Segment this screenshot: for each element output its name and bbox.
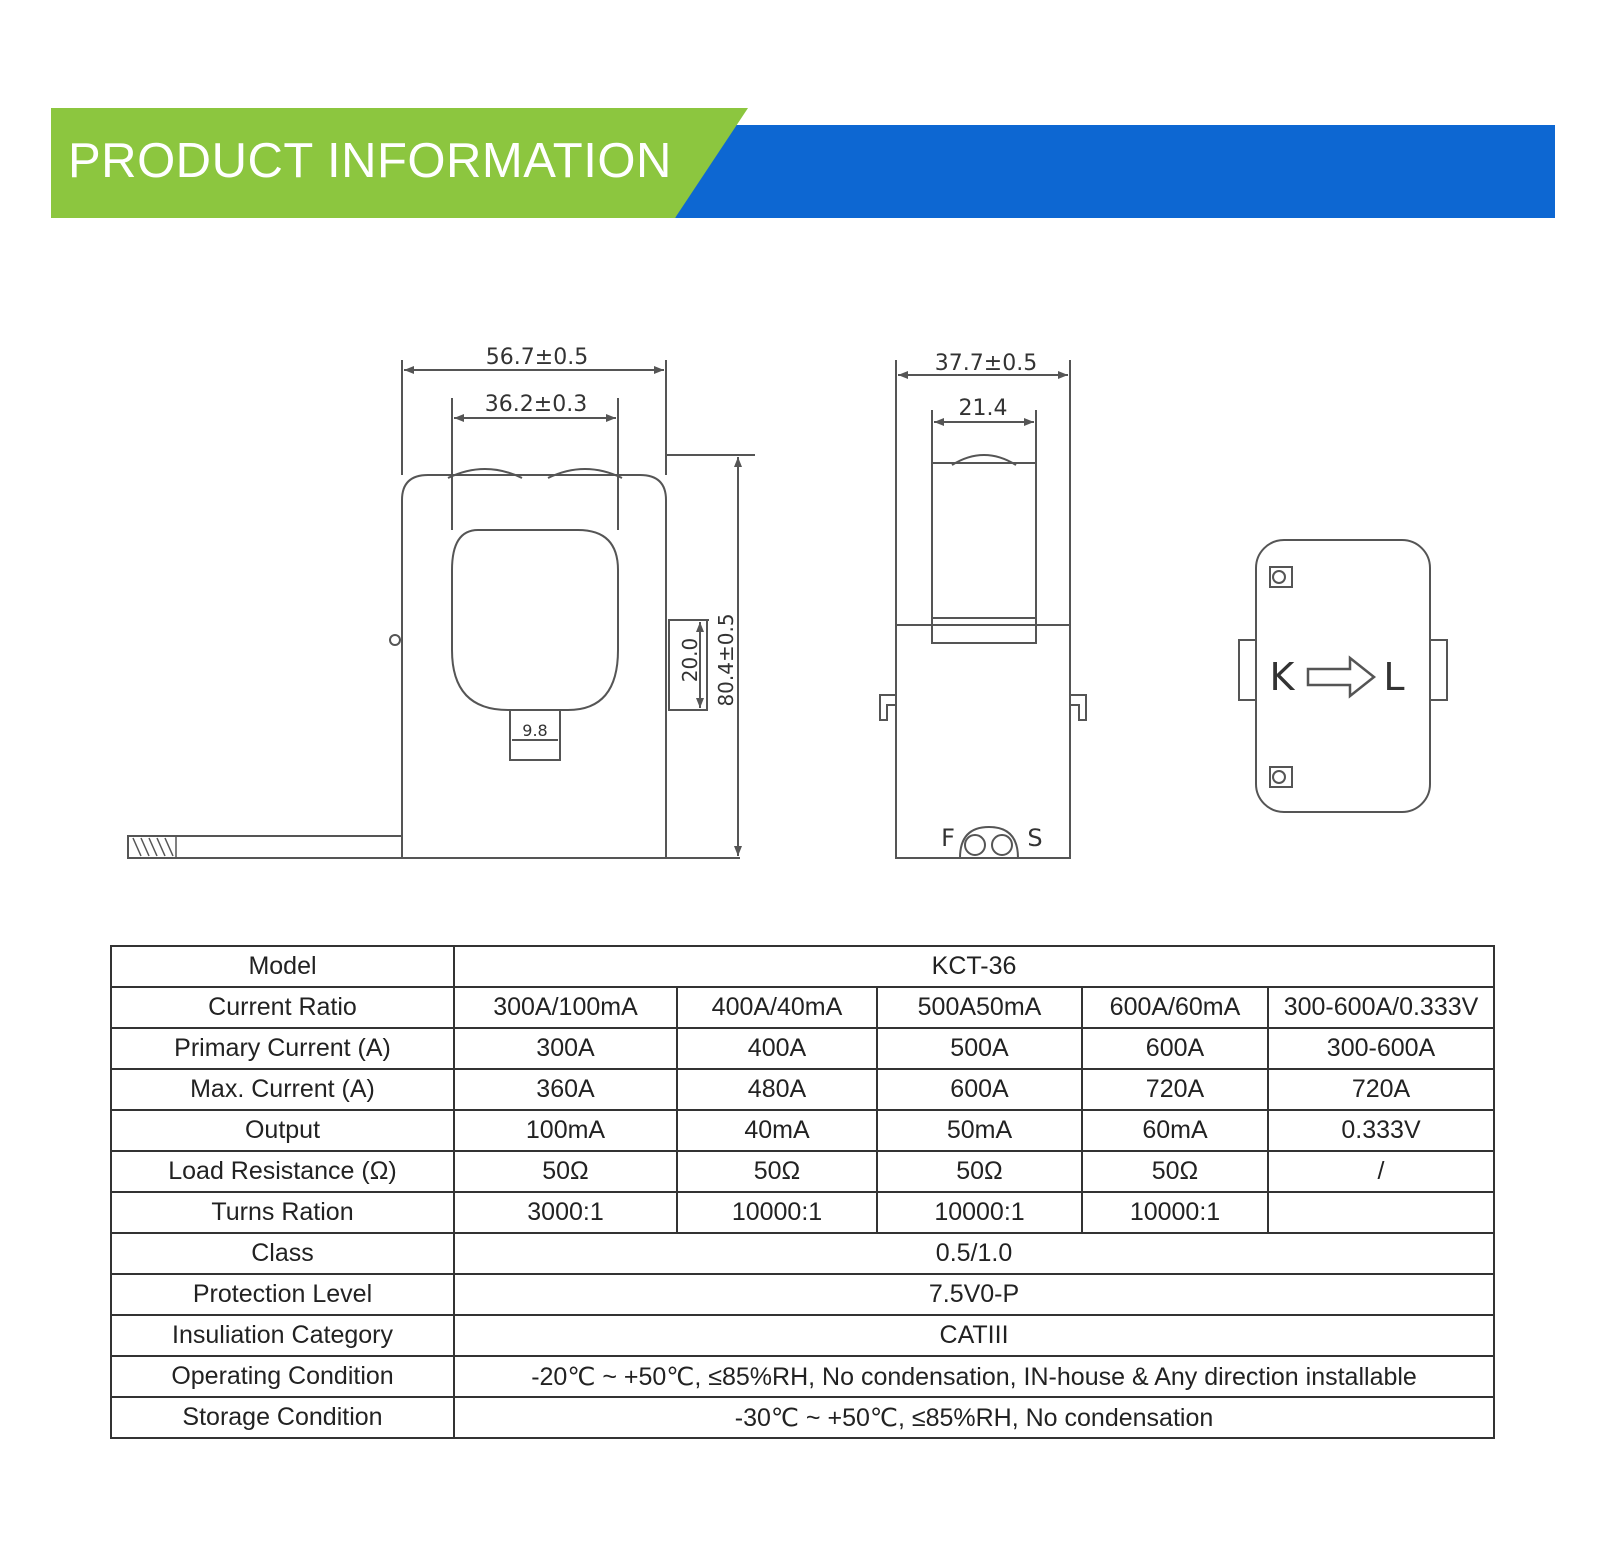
row-label: Protection Level xyxy=(111,1274,454,1315)
terminal-f-label: F xyxy=(941,824,955,852)
row-label: Model xyxy=(111,946,454,987)
table-cell: 400A/40mA xyxy=(677,987,877,1028)
side-upper-block xyxy=(932,463,1036,643)
end-right-tab xyxy=(1430,640,1447,700)
table-row xyxy=(111,1274,1494,1315)
table-cell: 300A/100mA xyxy=(454,987,677,1028)
table-cell: 480A xyxy=(677,1069,877,1110)
table-cell: 300-600A xyxy=(1268,1028,1494,1069)
end-left-tab xyxy=(1239,640,1256,700)
table-cell xyxy=(1268,1192,1494,1233)
front-screw xyxy=(390,635,400,645)
terminal-hole xyxy=(992,835,1012,855)
side-clip-band xyxy=(932,618,1036,643)
terminal-hole xyxy=(965,835,985,855)
row-label: Output xyxy=(111,1110,454,1151)
table-cell: 3000:1 xyxy=(454,1192,677,1233)
technical-drawing xyxy=(0,320,1600,880)
terminal-s-label: S xyxy=(1027,824,1043,852)
table-cell: 100mA xyxy=(454,1110,677,1151)
table-cell: 50mA xyxy=(877,1110,1082,1151)
side-left-hook xyxy=(880,695,896,720)
table-row xyxy=(111,1315,1494,1356)
table-cell: 600A xyxy=(1082,1028,1268,1069)
table-cell: 40mA xyxy=(677,1110,877,1151)
side-view xyxy=(880,360,1086,858)
spanning-value: 7.5V0-P xyxy=(454,1274,1494,1315)
table-row xyxy=(111,1028,1494,1069)
table-row xyxy=(111,987,1494,1028)
row-label: Primary Current (A) xyxy=(111,1028,454,1069)
row-label: Insuliation Category xyxy=(111,1315,454,1356)
table-cell: 50Ω xyxy=(454,1151,677,1192)
table-row xyxy=(111,1356,1494,1397)
banner-shapes xyxy=(0,0,1600,260)
table-cell: 600A/60mA xyxy=(1082,987,1268,1028)
spec-table-body xyxy=(111,946,1494,1438)
dim-side-inner-width: 21.4 xyxy=(958,396,1008,421)
spanning-value: -20℃ ~ +50℃, ≤85%RH, No condensation, IN-house & Any direction installable xyxy=(454,1356,1494,1397)
page-title: PRODUCT INFORMATION xyxy=(68,134,672,188)
label-l: L xyxy=(1383,655,1405,699)
front-top-bump xyxy=(548,469,622,478)
front-window xyxy=(452,530,618,710)
front-body-outline xyxy=(402,475,666,858)
table-row xyxy=(111,1397,1494,1438)
table-cell: 0.333V xyxy=(1268,1110,1494,1151)
table-cell: 50Ω xyxy=(677,1151,877,1192)
table-row xyxy=(111,1151,1494,1192)
table-cell: 720A xyxy=(1268,1069,1494,1110)
table-cell: 600A xyxy=(877,1069,1082,1110)
spanning-value: 0.5/1.0 xyxy=(454,1233,1494,1274)
table-cell: 500A xyxy=(877,1028,1082,1069)
row-label: Operating Condition xyxy=(111,1356,454,1397)
current-direction-arrow xyxy=(1308,658,1374,696)
table-cell: / xyxy=(1268,1151,1494,1192)
row-label: Current Ratio xyxy=(111,987,454,1028)
dim-front-side-height: 20.0 xyxy=(678,637,702,683)
row-label: Load Resistance (Ω) xyxy=(111,1151,454,1192)
table-row-model xyxy=(111,946,1494,987)
front-top-bump xyxy=(448,469,522,478)
table-cell: 720A xyxy=(1082,1069,1268,1110)
row-label: Storage Condition xyxy=(111,1397,454,1438)
row-label: Max. Current (A) xyxy=(111,1069,454,1110)
table-row xyxy=(111,1233,1494,1274)
dim-side-width: 37.7±0.5 xyxy=(934,351,1038,376)
model-value: KCT-36 xyxy=(454,946,1494,987)
spec-table xyxy=(110,945,1495,1439)
dim-front-height: 80.4±0.5 xyxy=(714,613,738,707)
table-cell: 360A xyxy=(454,1069,677,1110)
front-view xyxy=(128,360,755,858)
row-label: Turns Ration xyxy=(111,1192,454,1233)
dim-front-tab-width: 9.8 xyxy=(522,721,548,740)
spanning-value: -30℃ ~ +50℃, ≤85%RH, No condensation xyxy=(454,1397,1494,1438)
side-right-hook xyxy=(1070,695,1086,720)
table-cell: 500A50mA xyxy=(877,987,1082,1028)
table-cell: 60mA xyxy=(1082,1110,1268,1151)
table-cell: 50Ω xyxy=(1082,1151,1268,1192)
table-cell: 50Ω xyxy=(877,1151,1082,1192)
side-body-outline xyxy=(896,625,1070,858)
spanning-value: CATIII xyxy=(454,1315,1494,1356)
table-cell: 10000:1 xyxy=(1082,1192,1268,1233)
table-cell: 300A xyxy=(454,1028,677,1069)
dim-front-inner-width: 36.2±0.3 xyxy=(484,392,588,417)
row-label: Class xyxy=(111,1233,454,1274)
dim-front-outer-width: 56.7±0.5 xyxy=(485,345,589,370)
table-row xyxy=(111,1110,1494,1151)
table-cell: 10000:1 xyxy=(877,1192,1082,1233)
table-cell: 300-600A/0.333V xyxy=(1268,987,1494,1028)
header-banner xyxy=(0,0,1600,260)
label-k: K xyxy=(1269,655,1295,699)
table-cell: 10000:1 xyxy=(677,1192,877,1233)
table-row xyxy=(111,1192,1494,1233)
table-cell: 400A xyxy=(677,1028,877,1069)
table-row xyxy=(111,1069,1494,1110)
banner-blue-band xyxy=(675,125,1555,218)
